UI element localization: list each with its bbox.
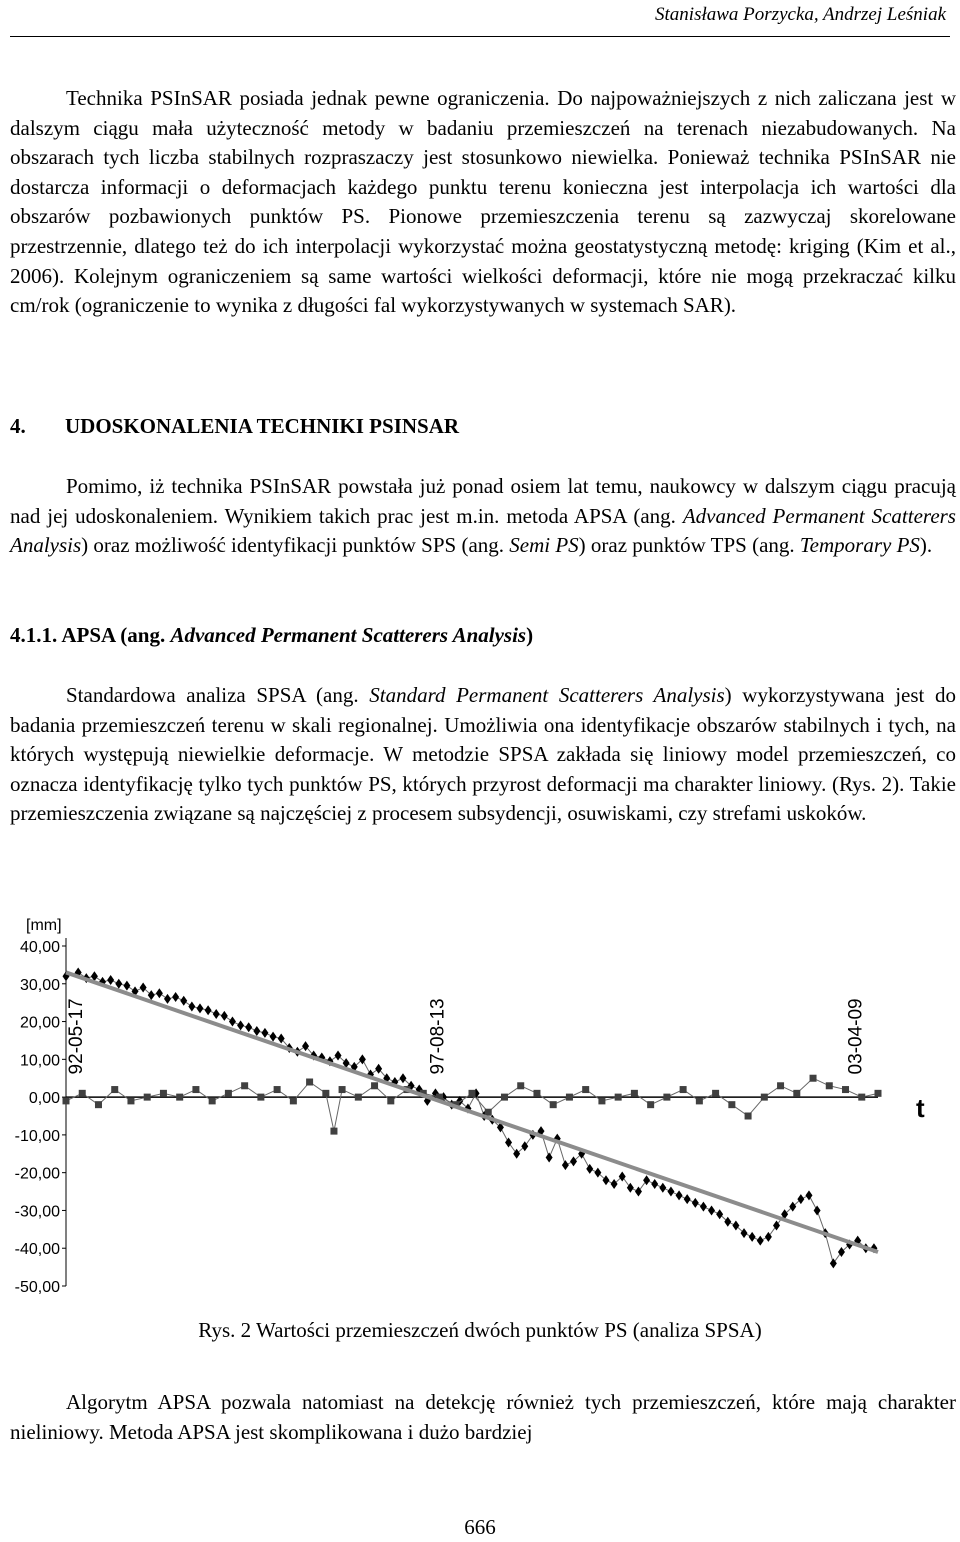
diamond-point <box>196 1003 203 1013</box>
date-marker-label: 92-05-17 <box>66 998 87 1075</box>
diamond-point <box>789 1202 796 1212</box>
diamond-point <box>676 1190 683 1200</box>
square-point <box>387 1097 394 1104</box>
diamond-point <box>602 1175 609 1185</box>
diamond-point <box>245 1022 252 1032</box>
series-line-square <box>66 1078 878 1131</box>
square-point <box>842 1086 849 1093</box>
diamond-point <box>708 1205 715 1215</box>
square-point <box>777 1082 784 1089</box>
diamond-point <box>594 1168 601 1178</box>
diamond-point <box>148 990 155 1000</box>
section-title: UDOSKONALENIA TECHNIKI PSINSAR <box>65 414 460 438</box>
page-number: 666 <box>464 1515 496 1539</box>
square-point <box>663 1094 670 1101</box>
square-point <box>566 1094 573 1101</box>
diamond-point <box>716 1209 723 1219</box>
p2-italic-semi-ps: Semi PS <box>509 533 579 558</box>
y-tick-label: 20,00 <box>19 1014 60 1032</box>
y-tick-label: 40,00 <box>19 939 60 956</box>
diamond-point <box>213 1009 220 1019</box>
y-tick-label: -20,00 <box>14 1165 60 1183</box>
square-point <box>598 1097 605 1104</box>
figure-caption: Rys. 2 Wartości przemieszczeń dwóch punktów PS (analiza SPSA) <box>198 1318 762 1342</box>
square-point <box>615 1094 622 1101</box>
square-point <box>127 1097 134 1104</box>
diamond-point <box>172 992 179 1002</box>
square-point <box>810 1075 817 1082</box>
diamond-point <box>805 1190 812 1200</box>
square-point <box>745 1113 752 1120</box>
diamond-point <box>237 1020 244 1030</box>
square-point <box>761 1094 768 1101</box>
diamond-point <box>797 1194 804 1204</box>
square-point <box>631 1090 638 1097</box>
p3-italic-spsa: Standard Permanent Scatterers Analysis <box>369 683 725 707</box>
x-axis-label: t <box>916 1093 925 1124</box>
square-point <box>192 1086 199 1093</box>
square-point <box>696 1097 703 1104</box>
y-tick-label: -50,00 <box>14 1279 60 1296</box>
square-point <box>339 1086 346 1093</box>
square-point <box>728 1101 735 1108</box>
y-unit-label: [mm] <box>26 917 62 934</box>
diamond-point <box>700 1202 707 1212</box>
diamond-point <box>253 1026 260 1036</box>
diamond-point <box>667 1187 674 1197</box>
square-point <box>209 1097 216 1104</box>
diamond-point <box>814 1205 821 1215</box>
diamond-point <box>724 1217 731 1227</box>
diamond-point <box>359 1054 366 1064</box>
p2-text-c: ) oraz możliwość identyfikacji punktów SPS (ang. <box>81 533 510 558</box>
square-point <box>176 1094 183 1101</box>
square-point <box>875 1090 882 1097</box>
diamond-point <box>732 1221 739 1231</box>
p2-text-e: ) oraz punktów TPS (ang. <box>578 533 800 558</box>
y-tick-label: 10,00 <box>19 1052 60 1070</box>
square-point <box>533 1090 540 1097</box>
diamond-point <box>229 1017 236 1027</box>
diamond-point <box>692 1198 699 1208</box>
square-point <box>274 1086 281 1093</box>
diamond-point <box>156 988 163 998</box>
square-point <box>501 1094 508 1101</box>
diamond-point <box>205 1005 212 1015</box>
subsection-italic: Advanced Permanent Scatterers Analysis <box>170 623 527 647</box>
diamond-point <box>757 1236 764 1246</box>
running-head: Stanisława Porzycka, Andrzej Leśniak <box>655 4 946 25</box>
square-point <box>95 1101 102 1108</box>
square-point <box>371 1082 378 1089</box>
p2-text-a: Pomimo, iż technika PSInSAR powstała już ponad osiem lat temu, naukowcy w dalszym ciągu pracują nad jej udoskonaleniem. Wynikiem takich prac jest m.in. metoda APSA (ang. <box>10 474 956 528</box>
diamond-point <box>586 1164 593 1174</box>
diamond-point <box>107 975 114 985</box>
section-heading <box>10 412 459 441</box>
square-point <box>160 1090 167 1097</box>
square-point <box>582 1086 589 1093</box>
trend-line <box>66 972 878 1252</box>
square-point <box>647 1101 654 1108</box>
diamond-point <box>611 1179 618 1189</box>
subsection-heading <box>10 621 533 650</box>
square-point <box>111 1086 118 1093</box>
square-point <box>144 1094 151 1101</box>
diamond-point <box>659 1183 666 1193</box>
section-number: 4. <box>10 414 26 438</box>
paragraph-apsa-text: Algorytm APSA pozwala natomiast na detekcję również tych przemieszczeń, które mają charakter nieliniowy. Metoda APSA jest skomplikowana i dużo bardziej <box>10 1390 956 1444</box>
y-tick-label: -30,00 <box>14 1203 60 1221</box>
square-point <box>485 1109 492 1116</box>
square-point <box>306 1079 313 1086</box>
header-rule <box>10 36 950 37</box>
diamond-point <box>115 979 122 989</box>
diamond-point <box>399 1073 406 1083</box>
diamond-point <box>270 1032 277 1042</box>
diamond-point <box>335 1051 342 1061</box>
date-marker-label: 03-04-09 <box>845 998 867 1075</box>
square-point <box>712 1090 719 1097</box>
diamond-point <box>261 1028 268 1038</box>
square-point <box>858 1094 865 1101</box>
paragraph-apsa <box>10 1388 956 1447</box>
square-point <box>517 1082 524 1089</box>
diamond-point <box>140 983 147 993</box>
square-point <box>290 1097 297 1104</box>
square-point <box>257 1094 264 1101</box>
square-point <box>322 1090 329 1097</box>
date-marker-label: 97-08-13 <box>427 998 449 1075</box>
y-tick-label: -40,00 <box>14 1241 60 1259</box>
paragraph-limitations <box>10 84 956 321</box>
p2-text-g: ). <box>919 533 933 558</box>
diamond-point <box>188 1001 195 1011</box>
square-point <box>330 1128 337 1135</box>
square-point <box>79 1090 86 1097</box>
diamond-point <box>221 1011 228 1021</box>
paragraph-spsa <box>10 681 956 829</box>
diamond-point <box>546 1153 553 1163</box>
square-point <box>241 1082 248 1089</box>
paragraph-limitations-text: Technika PSInSAR posiada jednak pewne ograniczenia. Do najpoważniejszych z nich zaliczana jest w dalszym ciągu mała użyteczność metody w badaniu przemieszczeń na terenach niezabudowanych. Na obszarach tych liczba stabilnych rozpraszaczy jest stosunkowo niewielka. Ponieważ technika PSInSAR nie dostarcza informacji o deformacjach każdego punktu terenu konieczna jest interpolacja ich wartości dla obszarów pozbawionych punktów PS. Pionowe przemieszczenia terenu są zazwyczaj skorelowane przestrzennie, dlatego też do ich interpolacji wykorzystać można geostatystyczną metodę: kriging (Kim et al., 2006). Kolejnym ograniczeniem są same wartości wielkości deformacji, które nie mogą przekraczać kilku cm/rok (ograniczenie to wynika z długości fal wykorzystywanych w systemach SAR). <box>10 86 956 318</box>
y-tick-label: 0,00 <box>28 1090 60 1108</box>
displacement-chart <box>0 908 960 1308</box>
diamond-point <box>741 1228 748 1238</box>
diamond-point <box>123 981 130 991</box>
square-point <box>469 1090 476 1097</box>
diamond-point <box>164 994 171 1004</box>
p3-text-c: ) wykorzystywana jest do badania przemieszczeń terenu w skali regionalnej. Umożliwia ona identyfikacje obszarów stabilnych i tych, na których występują niewielkie deformacje. W metodzie SPSA zakłada się liniowy model przemieszczeń, co oznacza identyfikację tylko tych punktów PS, których przyrost deformacji ma charakter liniowy. (Rys. 2). Takie przemieszczenia związane są najczęściej z procesem subsydencji, osuwiskami, czy strefami uskoków. <box>10 683 956 826</box>
p3-text-a: Standardowa analiza SPSA (ang. <box>66 683 370 707</box>
square-point <box>355 1094 362 1101</box>
subsection-number: 4.1.1. <box>10 623 58 647</box>
square-point <box>793 1090 800 1097</box>
square-point <box>550 1101 557 1108</box>
square-point <box>225 1090 232 1097</box>
diamond-point <box>570 1156 577 1166</box>
square-point <box>680 1086 687 1093</box>
diamond-point <box>749 1232 756 1242</box>
y-tick-label: -10,00 <box>14 1127 60 1145</box>
subsection-prefix: APSA (ang. <box>61 623 171 647</box>
diamond-point <box>180 996 187 1006</box>
diamond-point <box>684 1194 691 1204</box>
subsection-suffix: ) <box>526 623 534 647</box>
square-point <box>63 1097 70 1104</box>
square-point <box>826 1082 833 1089</box>
diamond-point <box>562 1160 569 1170</box>
y-tick-label: 30,00 <box>19 976 60 994</box>
p2-italic-temporary-ps: Temporary PS <box>799 533 920 558</box>
paragraph-improvements <box>10 472 956 561</box>
p2-italic-apsa: Advanced Permanent Scatterers Analysis <box>10 503 956 558</box>
diamond-point <box>651 1179 658 1189</box>
